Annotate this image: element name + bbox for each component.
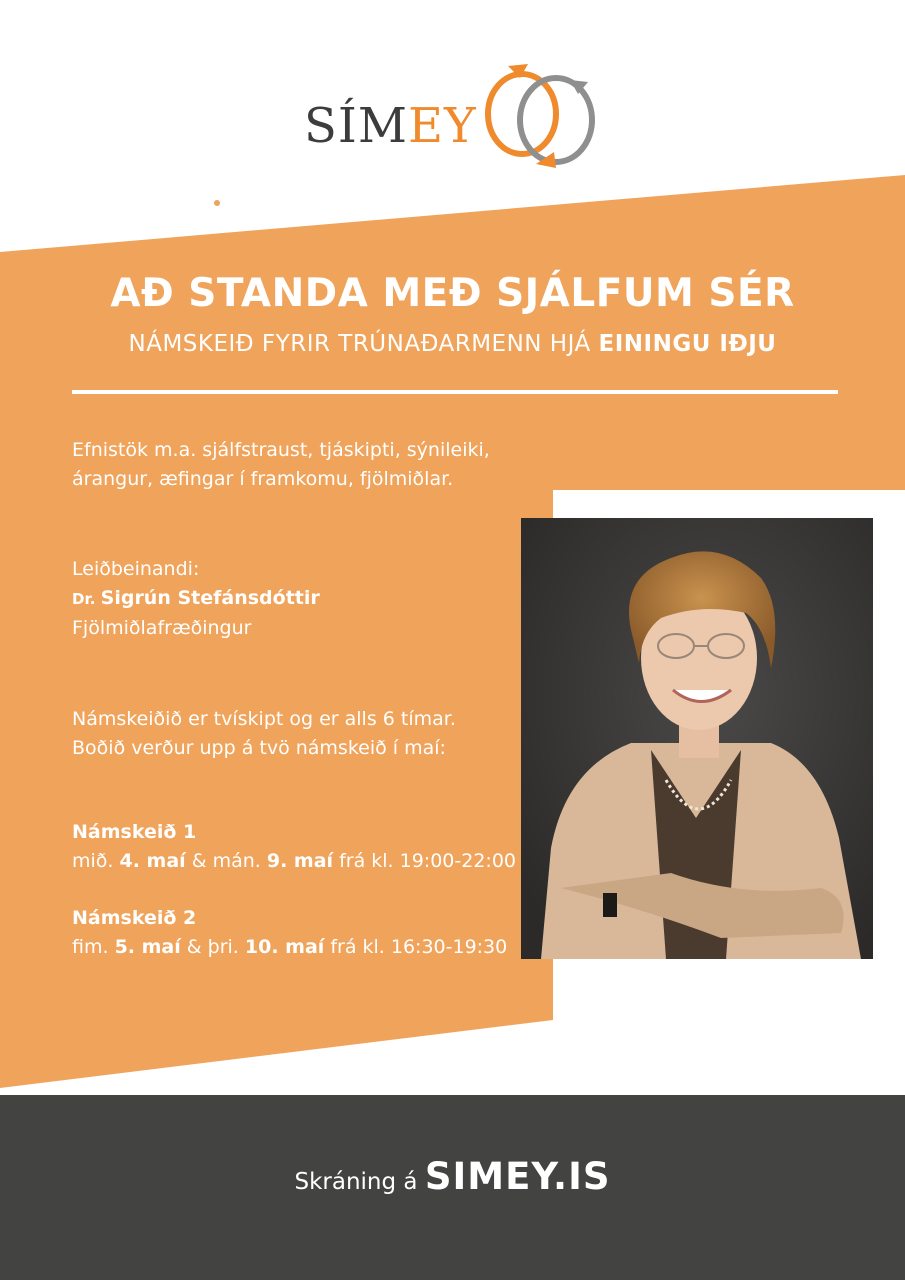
subtitle-organization: EININGU IÐJU (598, 331, 777, 357)
topics-line-1: Efnistök m.a. sjálfstraust, tjáskipti, sýnileiki, (72, 439, 490, 461)
course-2-dates: fim. 5. maí & þri. 10. maí frá kl. 16:30-19:30 (72, 936, 508, 958)
course-subtitle (0, 331, 905, 357)
instructor-label: Leiðbeinandi: (72, 558, 200, 580)
logo-text-ey: EY (408, 98, 477, 154)
instructor-prefix: Dr. (72, 590, 101, 608)
course-1-heading: Námskeið 1 (72, 821, 197, 843)
topics-line-2: árangur, æfingar í framkomu, fjölmiðlar. (72, 468, 454, 490)
instructor-name (72, 584, 320, 614)
instructor-portrait-image (521, 518, 873, 959)
instructor-photo (521, 518, 873, 959)
instructor-block (72, 555, 320, 643)
footer-registration (0, 1155, 905, 1198)
decorative-dot (214, 200, 220, 206)
instructor-title: Fjölmiðlafræðingur (72, 617, 252, 639)
simey-logo (300, 58, 620, 168)
course-title: AÐ STANDA MEÐ SJÁLFUM SÉR (110, 271, 795, 316)
course-1-dates: mið. 4. maí & mán. 9. maí frá kl. 19:00-22:00 (72, 850, 516, 872)
instructor-name-text: Sigrún Stefánsdóttir (100, 587, 320, 609)
circular-arrows-rings-icon (470, 58, 610, 168)
topics-text (72, 436, 490, 494)
info-line-1: Námskeiðið er tvískipt og er alls 6 tímar. (72, 708, 456, 730)
divider (72, 390, 838, 394)
course-2-heading: Námskeið 2 (72, 907, 197, 929)
footer-website-link[interactable]: SIMEY.IS (424, 1155, 611, 1198)
footer-label: Skráning á (294, 1169, 425, 1195)
course-2-block (72, 904, 507, 962)
course-1-block (72, 818, 516, 876)
info-line-2: Boðið verður upp á tvö námskeið í maí: (72, 737, 446, 759)
logo-wordmark (304, 98, 477, 154)
subtitle-regular: NÁMSKEIÐ FYRIR TRÚNAÐARMENN HJÁ (128, 331, 599, 357)
course-info (72, 705, 456, 763)
logo-text-sim: SÍM (304, 98, 408, 154)
